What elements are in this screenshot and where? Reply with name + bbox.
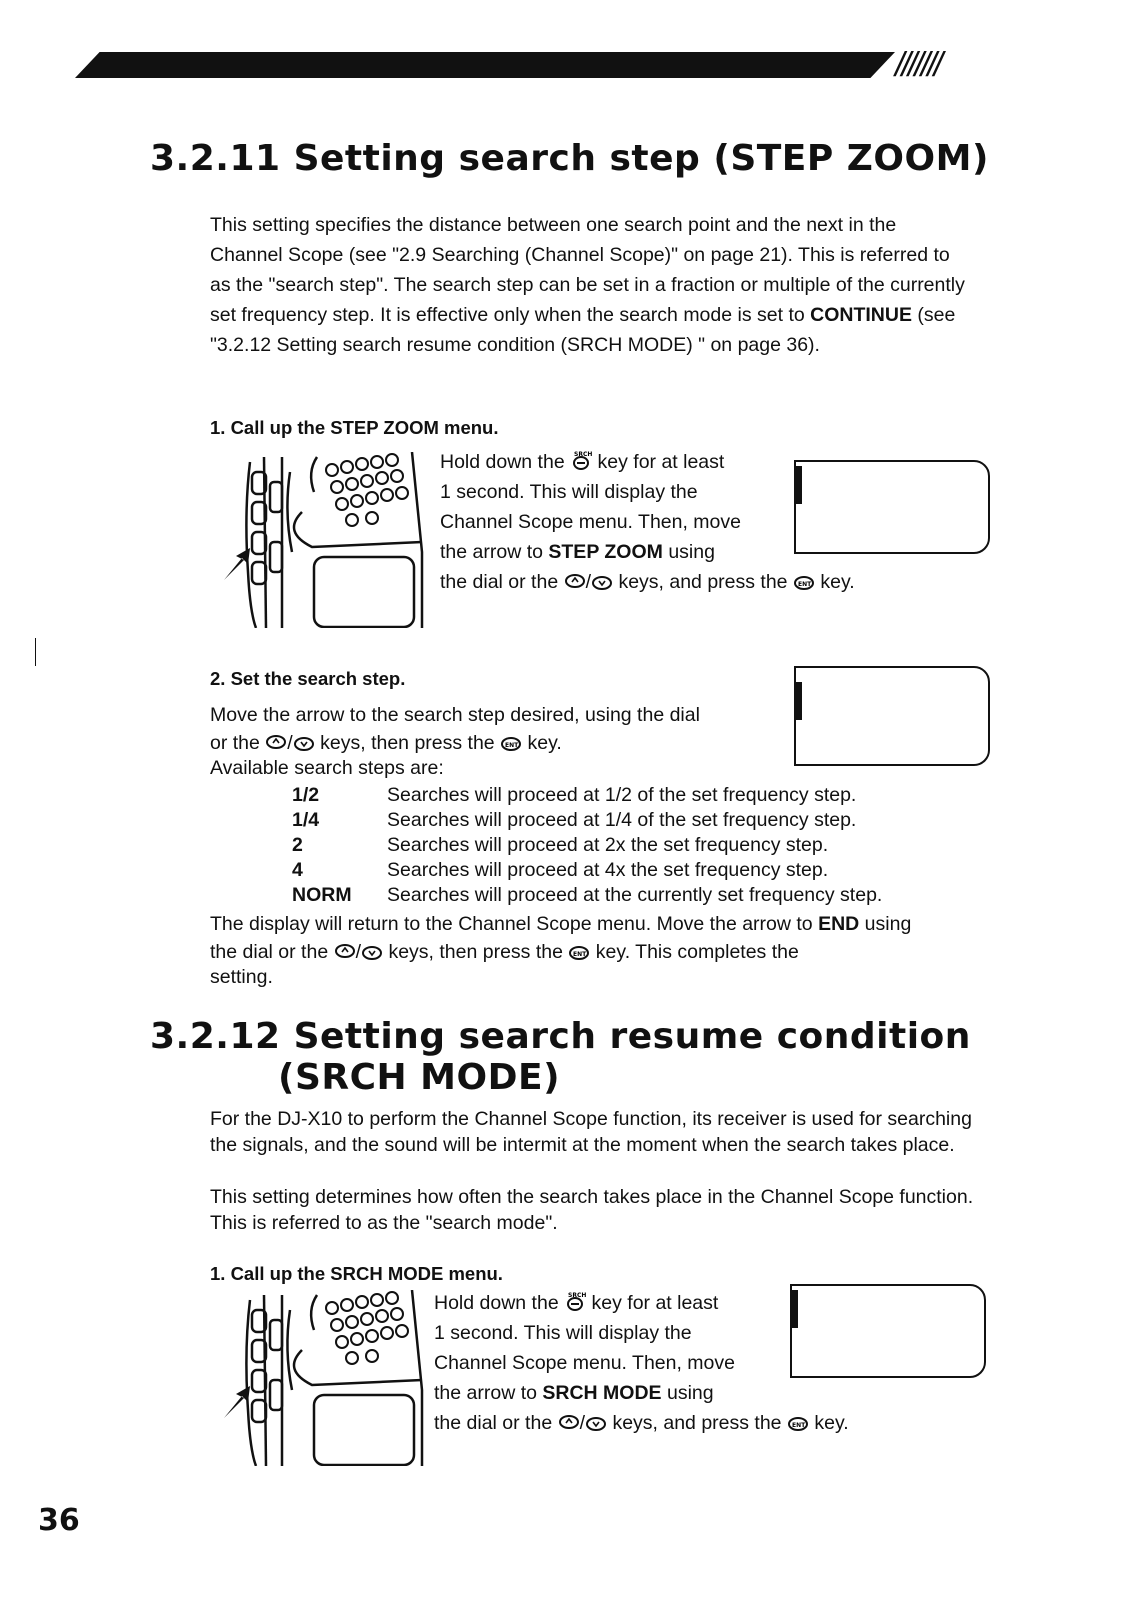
step2-closing: The display will return to the Channel Scope menu. Move the arrow to END using: [210, 913, 912, 935]
srch-key-icon: [564, 1292, 586, 1312]
lcd-display-channel-scope: [794, 460, 990, 554]
mhz-up-key-icon: [558, 1412, 580, 1432]
mhz-down-key-icon: [591, 571, 613, 591]
mhz-down-key-icon: [585, 1412, 607, 1432]
step2-heading: 2. Set the search step.: [210, 668, 406, 689]
table-row: 4 Searches will proceed at 4x the set frequency step.: [292, 859, 829, 881]
mhz-down-key-icon: [361, 941, 383, 961]
mhz-down-key-icon: [293, 732, 315, 752]
header-hatch: ///////: [895, 46, 941, 84]
svg-text:ENT: ENT: [505, 742, 519, 749]
step1-instructions: Hold down the SRCH key for at least 1 second. This will display the Channel Scope menu. Then, move the arrow to STEP ZOOM using: [440, 451, 741, 563]
table-row: NORM Searches will proceed at the currently set frequency step.: [292, 884, 883, 906]
section-title-srch-mode: 3.2.12 Setting search resume condition: [150, 1016, 971, 1057]
srch-key-icon: [570, 451, 592, 471]
svg-text:ENT: ENT: [797, 581, 812, 588]
table-row: 2 Searches will proceed at 2x the set frequency step.: [292, 834, 829, 856]
margin-mark: [35, 638, 36, 666]
step2-available: Available search steps are:: [210, 757, 444, 779]
step2-closing-3: setting.: [210, 966, 273, 988]
set-ent-key-icon: [793, 571, 815, 591]
srch-step1-heading: 1. Call up the SRCH MODE menu.: [210, 1263, 503, 1284]
mhz-up-key-icon: [564, 571, 586, 591]
mhz-up-key-icon: [334, 941, 356, 961]
svg-text:SRCH: SRCH: [574, 451, 593, 458]
header-bar: [75, 52, 895, 78]
svg-text:ENT: ENT: [791, 1422, 806, 1429]
lcd-marker: [790, 1290, 798, 1328]
table-row: 1/4 Searches will proceed at 1/4 of the set frequency step.: [292, 809, 857, 831]
step2-closing-2: the dial or the / keys, then press the ENT key. This completes the: [210, 941, 799, 963]
mhz-up-key-icon: [265, 732, 287, 752]
lcd-display-srch-mode: [790, 1284, 986, 1378]
set-ent-key-icon: [787, 1412, 809, 1432]
step1-heading: 1. Call up the STEP ZOOM menu.: [210, 417, 499, 438]
step1-instructions-last: the dial or the / keys, and press the ENT key.: [440, 571, 855, 593]
set-ent-key-icon: [500, 732, 522, 752]
step2-instructions: Move the arrow to the search step desired, using the dial: [210, 704, 700, 726]
table-row: 1/2 Searches will proceed at 1/2 of the set frequency step.: [292, 784, 857, 806]
srch-step1-instructions-last: the dial or the / keys, and press the ENT key.: [434, 1412, 849, 1434]
srch-step1-instructions: Hold down the SRCH key for at least 1 second. This will display the Channel Scope menu. Then, move the arrow to SRCH MODE using: [434, 1292, 735, 1404]
svg-text:ENT: ENT: [573, 951, 587, 958]
page-number: 36: [38, 1503, 80, 1538]
svg-text:SRCH: SRCH: [568, 1292, 587, 1299]
search-steps-table: [292, 783, 882, 908]
section-title-srch-mode-2: (SRCH MODE): [278, 1057, 561, 1098]
section-title-step-zoom: 3.2.11 Setting search step (STEP ZOOM): [150, 138, 989, 179]
section1-intro: This setting specifies the distance between one search point and the next in the Channel Scope (see "2.9 Searching (Channel Scope)" on page 21). This is referred to as the "search step". The search step can be set in a fraction or multiple of the currently set frequency step. It is effective only when the search mode is set to CONTINUE (see "3.2.12 Setting search resume condition (SRCH MODE) " on page 36).: [210, 214, 965, 356]
step2-instructions-2: or the / keys, then press the ENT key.: [210, 732, 562, 754]
section2-para2: This setting determines how often the search takes place in the Channel Scope function. This is referred to as the "search mode".: [210, 1186, 974, 1234]
radio-illustration-icon: [222, 452, 427, 628]
set-ent-key-icon: [568, 941, 590, 961]
section2-para1: For the DJ-X10 to perform the Channel Scope function, its receiver is used for searching the signals, and the sound will be intermit at the moment when the search takes place.: [210, 1108, 972, 1156]
lcd-display-step-zoom: [794, 666, 990, 766]
lcd-marker: [794, 466, 802, 504]
lcd-marker: [794, 682, 802, 720]
radio-illustration-icon: [222, 1290, 427, 1466]
